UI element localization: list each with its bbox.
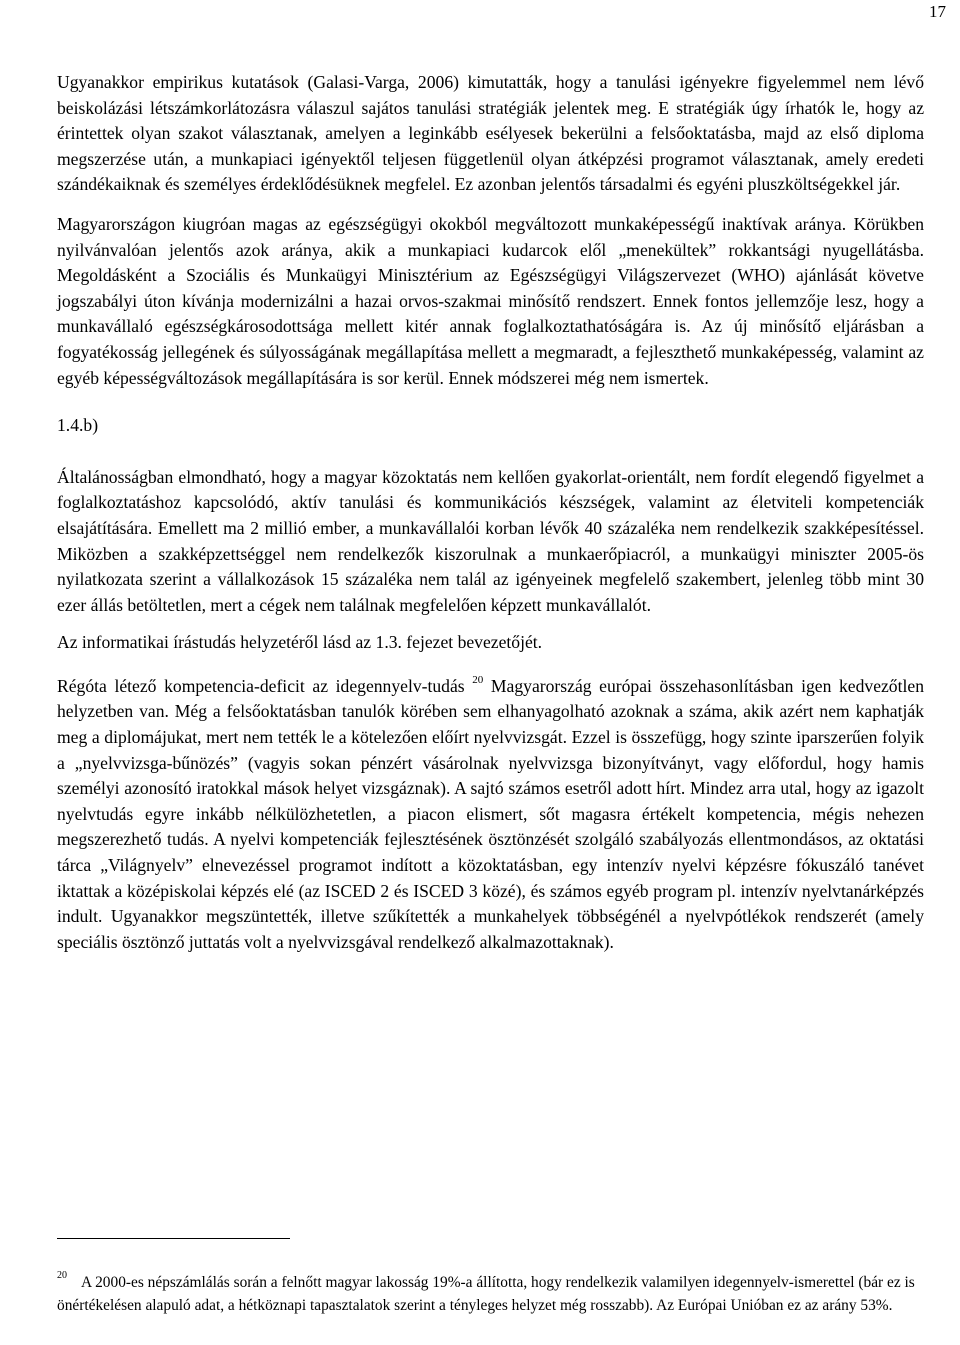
paragraph-language-skills-start: Régóta létező kompetencia-deficit az idegennyelv-tudás — [57, 675, 465, 696]
footnote-reference[interactable]: 20 — [472, 674, 484, 687]
page-number: 17 — [929, 2, 946, 21]
paragraph-public-education: Általánosságban elmondható, hogy a magyar közoktatás nem kellően gyakorlat-orientált, nem fordít elegendő figyelmet a foglalkoztatáshoz kapcsolódó, aktív tanulási és kommunikációs készségek, valamint az életviteli kompetenciák elsajátítására. Emellett ma 2 millió ember, a munkavállalói korban lévők 40 százaléka nem rendelkezik szakképesítéssel. Miközben a szakképzettséggel nem rendelkezők kiszorulnak a munkaerőpiacról, a munkaügyi miniszter 2005-ös nyilatkozata szerint a vállalkozások 15 százaléka nem talál az igényeinek megfelelő szakembert, jelenleg több mint 30 ezer állás betöltetlen, mert a cégek nem találnak megfelelően képzett munkavállalót. — [57, 466, 924, 615]
paragraph-study-strategies: Ugyanakkor empirikus kutatások (Galasi-Varga, 2006) kimutatták, hogy a tanulási igényekre figyelemmel nem lévő beiskolázási létszámkorlátozásra válaszul sajátos tanulási stratégiák jelentek meg. E stratégiák úgy írhatók le, hogy az érintettek olyan szakot választanak, amelyen a leginkább esélyesek bekerülni a felsőoktatásba, majd az első diploma megszerzése után, a munkapiaci igényektől teljesen függetlenül olyan átképzési programot választanak, amely eredeti szándékaiknak és személyes érdeklődésüknek megfelel. Ez azonban jelentős társadalmi és egyéni pluszköltségekkel jár. — [57, 72, 924, 195]
footnote-marker: 20 — [57, 1269, 67, 1281]
footnote-separator — [57, 1238, 290, 1239]
footnote — [57, 1271, 957, 1317]
main-text — [57, 70, 924, 955]
paragraph-disability-pension: Magyarországon kiugróan magas az egészségügyi okokból megváltozott munkaképességű inaktívak aránya. Körükben nyilvánvalóan jelentős azok aránya, akik a munkapiaci kudarcok elől „menekültek” rokkantsági nyugellátásba. Megoldásként a Szociális és Munkaügyi Minisztérium az Egészségügyi Világszervezet (WHO) ajánlását követve jogszabályi úton kívánja modernizálni a hazai orvos-szakmai minősítő rendszert. Ennek fontos jellemzője lesz, hogy a munkavállaló egészségkárosodottsága mellett kitér annak foglalkoztathatóságára is. Az új minősítő eljárásban a fogyatékosság jellegének és súlyosságának megállapítása mellett a megmaradt, a fejleszthető munkaképesség, valamint az egyéb képességváltozások megállapítására is sor kerül. Ennek módszerei még nem ismertek. — [57, 213, 924, 388]
paragraph-language-skills — [57, 674, 924, 956]
paragraph-language-skills-rest: Magyarország európai összehasonlításban igen kedvezőtlen helyzetben van. Még a felsőoktatásban tanulók körében sem elhanyagolható azoknak a száma, akik azért nem kaphatják meg a diplomájukat, mert nem tették le a kötelezően előírt nyelvvizsgát. Ezzel is összefügg, hogy szinte iparszerűen folyik a „nyelvvizsga-bűnözés” (vagyis sokan pénzért vásárolnak nyelvvizsga bizonyítványt, vagy előfordul, hogy hamis személyi azonosító iratokkal mások helyet vizsgáznak). A sajtó számos esetről adott hírt. Mindez arra utal, hogy az igazolt nyelvtudás egyre inkább nélkülözhetetlen, a piacon elismert, sőt magasra értékelt kompetencia, mégis nehezen megszerezhető tudás. A nyelvi kompetenciák fejlesztésének ösztönzését szolgáló szabályozás ellentmondásos, az oktatási tárca „Világnyelv” elnevezéssel programot indított a közoktatásban, egy intenzív nyelvi képzésre fókuszáló tanévet iktattak a középiskolai képzés elé (az ISCED 2 és ISCED 3 közé), és számos egyéb program pl. intenzív nyelvtanárképzés indult. Ugyanakkor megszüntették, illetve szűkítették a munkahelyek többségénél a nyelvpótlékok rendszerét (amely speciális ösztönző juttatás volt a nyelvvizsgával rendelkező alkalmazottaknak). — [57, 675, 924, 952]
section-heading: 1.4.b) — [57, 415, 99, 436]
footnote-text: A 2000-es népszámlálás során a felnőtt magyar lakosság 19%-a állította, hogy rendelkezik valamilyen idegennyelv-ismerettel (bár ez is önértékelésen alapuló adat, a hétköznapi tapasztalatok szerint a tényleges helyzet még rosszabb). Az Európai Unióban ez az arány 53%. — [57, 1274, 915, 1314]
paragraph-it-literacy: Az informatikai írástudás helyzetéről lásd az 1.3. fejezet bevezetőjét. — [57, 632, 543, 653]
